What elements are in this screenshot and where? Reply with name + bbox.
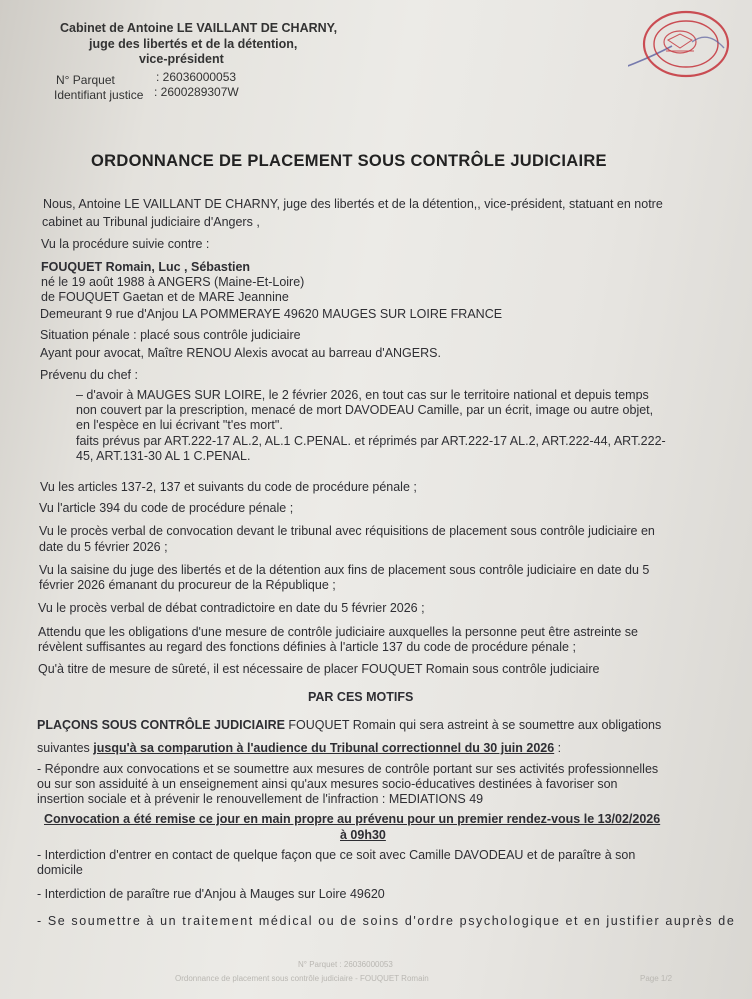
decision-l2-bold: jusqu'à sa comparution à l'audience du Tribunal correctionnel du 30 juin 2026: [93, 741, 555, 755]
footer-page: Page 1/2: [640, 974, 673, 983]
intro-line-3: Vu la procédure suivie contre :: [41, 237, 210, 251]
motifs-heading: PAR CES MOTIFS: [308, 690, 414, 704]
footer-title: Ordonnance de placement sous contrôle judiciaire - FOUQUET Romain: [175, 974, 429, 983]
person-parents: de FOUQUET Gaetan et de MARE Jeannine: [41, 290, 289, 304]
consideration-4a: Vu la saisine du juge des libertés et de la détention aux fins de placement sous contrôle judiciaire en date du 5: [39, 563, 650, 577]
obligation-1c: insertion sociale et à prévenir le renouvellement de l'infraction : MEDIATIONS 49: [37, 792, 484, 806]
decision-line-1: [37, 718, 661, 733]
consideration-3b: date du 5 février 2026 ;: [39, 540, 168, 554]
convocation-line-b: à 09h30: [340, 828, 386, 842]
consideration-7: Qu'à titre de mesure de sûreté, il est nécessaire de placer FOUQUET Romain sous contrôle judiciaire: [38, 662, 600, 676]
consideration-5: Vu le procès verbal de débat contradictoire en date du 5 février 2026 ;: [38, 601, 425, 615]
person-birth: né le 19 août 1988 à ANGERS (Maine-Et-Loire): [41, 275, 305, 289]
consideration-6a: Attendu que les obligations d'une mesure de contrôle judiciaire auxquelles la personne peut être astreinte se: [38, 625, 638, 639]
consideration-2: Vu l'article 394 du code de procédure pénale ;: [39, 501, 294, 515]
convocation-line-a: Convocation a été remise ce jour en main propre au prévenu pour un premier rendez-vous le 13/02/2026: [44, 812, 661, 826]
consideration-4b: février 2026 émanant du procureur de la République ;: [39, 578, 336, 592]
court-stamp: [628, 4, 748, 84]
charge-line-2: non couvert par la prescription, menacé de mort DAVODEAU Camille, par un écrit, image ou autre objet,: [76, 403, 654, 417]
intro-line-2: cabinet au Tribunal judiciaire d'Angers ,: [42, 215, 260, 229]
court-stamp-seal: [628, 4, 748, 84]
person-name: FOUQUET Romain, Luc , Sébastien: [41, 260, 251, 274]
consideration-1: Vu les articles 137-2, 137 et suivants du code de procédure pénale ;: [40, 480, 417, 494]
ident-value: : 2600289307W: [154, 85, 239, 99]
cabinet-line-3: vice-président: [139, 52, 224, 66]
cabinet-line-2: juge des libertés et de la détention,: [89, 37, 298, 51]
consideration-3a: Vu le procès verbal de convocation devant le tribunal avec réquisitions de placement sous contrôle judiciaire en: [39, 524, 655, 538]
obligation-1a: - Répondre aux convocations et se soumettre aux mesures de contrôle portant sur ses activités professionnelles: [37, 762, 659, 776]
parquet-label: N° Parquet: [56, 73, 115, 87]
footer-parquet: N° Parquet : 26036000053: [298, 960, 393, 969]
person-address: Demeurant 9 rue d'Anjou LA POMMERAYE 49620 MAUGES SUR LOIRE FRANCE: [40, 307, 503, 321]
cabinet-line-1: Cabinet de Antoine LE VAILLANT DE CHARNY,: [60, 21, 338, 35]
obligation-1b: ou sur son assiduité à un enseignement ainsi qu'aux mesures socio-éducatives destinées à favoriser son: [37, 777, 618, 791]
parquet-value: : 26036000053: [156, 70, 237, 84]
charge-label: Prévenu du chef :: [40, 368, 138, 382]
charge-line-3: en l'espèce en lui écrivant "t'es mort".: [76, 418, 283, 432]
person-lawyer: Ayant pour avocat, Maître RENOU Alexis avocat au barreau d'ANGERS.: [40, 346, 441, 360]
charge-line-4: faits prévus par ART.222-17 AL.2, AL.1 C.PENAL. et réprimés par ART.222-17 AL.2, ART.222-44, ART.222-: [76, 434, 666, 448]
ident-label: Identifiant justice: [54, 88, 144, 102]
obligation-3: - Interdiction de paraître rue d'Anjou à Mauges sur Loire 49620: [37, 887, 385, 901]
consideration-6b: révèlent suffisantes au regard des fonctions définies à l'article 137 du code de procédure pénale ;: [38, 640, 576, 654]
intro-line-1: Nous, Antoine LE VAILLANT DE CHARNY, juge des libertés et de la détention,, vice-président, statuant en notre: [43, 197, 663, 211]
obligation-2b: domicile: [37, 863, 83, 877]
decision-line-2: [37, 741, 561, 756]
decision-rest: FOUQUET Romain qui sera astreint à se soumettre aux obligations: [284, 718, 662, 732]
decision-l2-post: :: [554, 741, 562, 755]
decision-l2-pre: suivantes: [37, 741, 94, 755]
charge-line-1: – d'avoir à MAUGES SUR LOIRE, le 2 février 2026, en tout cas sur le territoire national et depuis temps: [76, 388, 649, 402]
obligation-4: - Se soumettre à un traitement médical ou de soins d'ordre psychologique et en justifier auprès de: [37, 914, 736, 928]
page-title: ORDONNANCE DE PLACEMENT SOUS CONTRÔLE JUDICIAIRE: [91, 152, 607, 170]
decision-bold: PLAÇONS SOUS CONTRÔLE JUDICIAIRE: [37, 718, 285, 732]
charge-line-5: 45, ART.131-30 AL 1 C.PENAL.: [76, 449, 251, 463]
obligation-2a: - Interdiction d'entrer en contact de quelque façon que ce soit avec Camille DAVODEAU et de paraître à son: [37, 848, 636, 862]
person-situation: Situation pénale : placé sous contrôle judiciaire: [40, 328, 301, 342]
